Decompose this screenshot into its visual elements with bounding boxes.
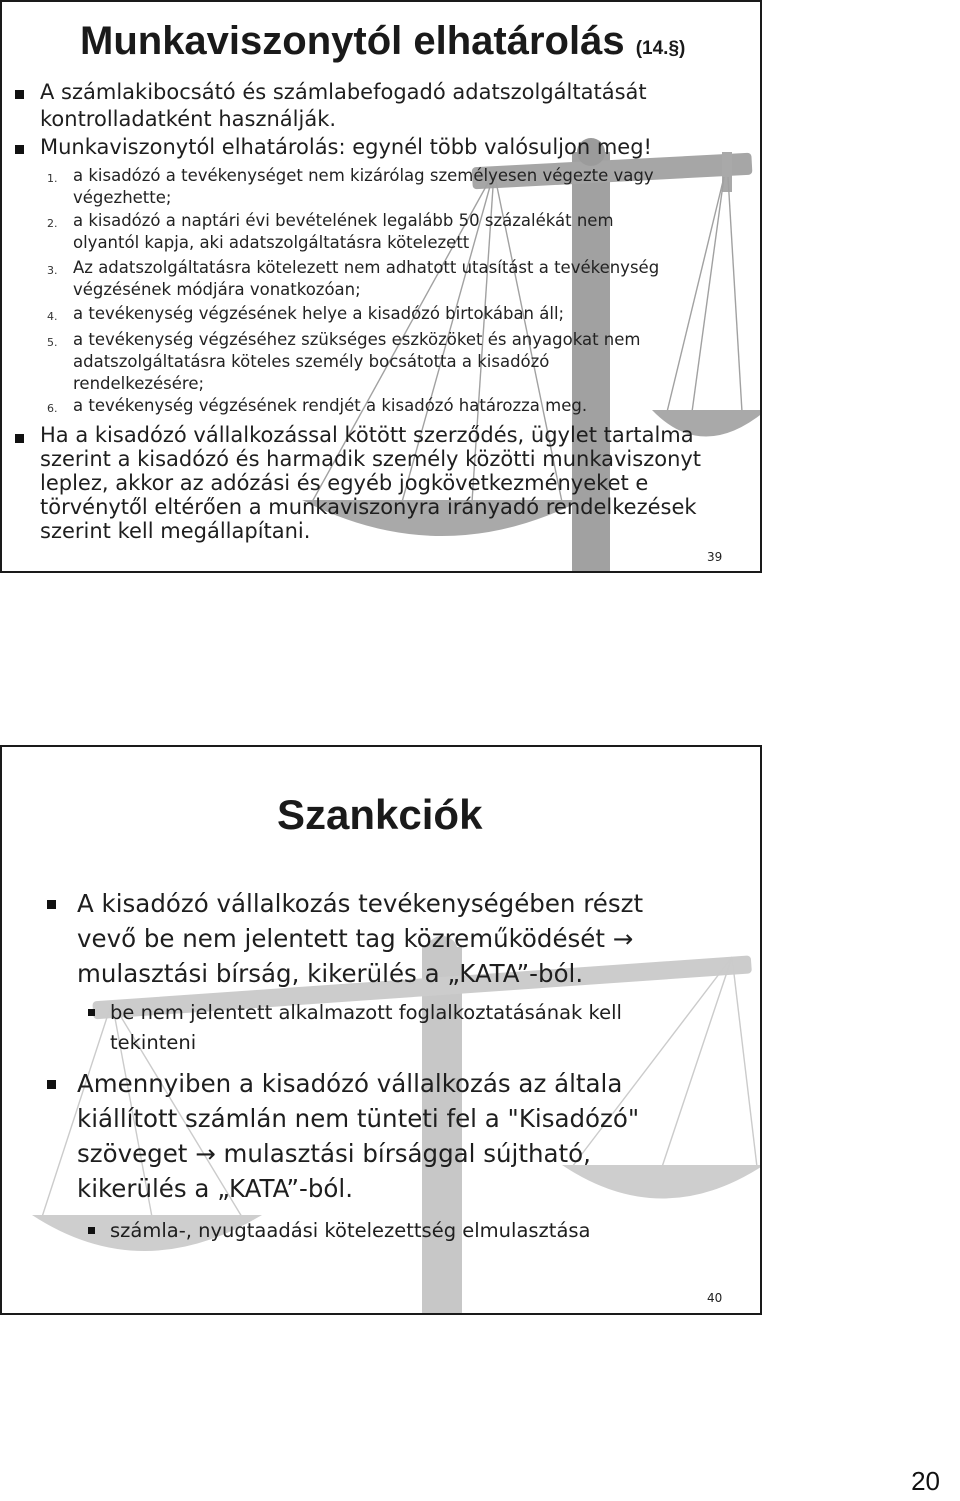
list-number: 5. xyxy=(47,336,58,349)
slide-40 xyxy=(0,745,762,1315)
sub-bullet-text: be nem jelentett alkalmazott foglalkoztatásának kell tekinteni xyxy=(110,1001,622,1054)
closing-paragraph: Ha a kisadózó vállalkozással kötött szerződés, ügylet tartalma szerint a kisadózó és harmadik személy közötti munkaviszonyt leplez, akkor az adózási és egyéb jogkövetkezményeket e törvénytől eltérően a munkaviszonyra irányadó rendelkezések szerint kell megállapítani. xyxy=(40,423,702,543)
square-bullet-icon xyxy=(15,145,24,154)
slide-title: Munkaviszonytól elhatárolás (14.§) xyxy=(80,19,686,63)
square-bullet-icon xyxy=(15,90,24,99)
bullet-text: Munkaviszonytól elhatárolás: egynél több valósuljon meg! xyxy=(40,135,652,159)
slide-title: Szankciók xyxy=(277,791,483,838)
list-item: a tevékenység végzésének helye a kisadózó birtokában áll; xyxy=(73,304,565,323)
square-bullet-icon xyxy=(15,434,24,443)
document-page-number: 20 xyxy=(911,1466,940,1496)
list-item: a kisadózó a naptári évi bevételének legalább 50 százalékát nem olyantól kapja, aki adatszolgáltatásra kötelezett xyxy=(73,211,614,252)
list-number: 3. xyxy=(47,264,58,277)
list-item: a kisadózó a tevékenységet nem kizárólag személyesen végezte vagy végezhette; xyxy=(73,166,654,207)
slide-page-number: 39 xyxy=(707,550,723,564)
square-bullet-icon xyxy=(47,900,56,909)
slide-page-number: 40 xyxy=(707,1291,723,1305)
list-item: Az adatszolgáltatásra kötelezett nem adhatott utasítást a tevékenység végzésének módjára vonatkozóan; xyxy=(73,258,660,299)
square-bullet-icon xyxy=(88,1227,95,1234)
sub-bullet-text: számla-, nyugtaadási kötelezettség elmulasztása xyxy=(110,1219,591,1242)
list-number: 4. xyxy=(47,310,58,323)
bullet-text: A számlakibocsátó és számlabefogadó adatszolgáltatását kontrolladatként használják. xyxy=(40,80,647,131)
bullet-text: A kisadózó vállalkozás tevékenységében részt vevő be nem jelentett tag közreműködését → mulasztási bírság, kikerülés a „KATA”-ból. xyxy=(77,889,644,988)
list-number: 6. xyxy=(47,402,58,415)
bullet-text: Amennyiben a kisadózó vállalkozás az általa kiállított számlán nem tünteti fel a "Kisadózó" szöveget → mulasztási bírsággal sújtható, kikerülés a „KATA”-ból. xyxy=(77,1069,640,1203)
slide-39 xyxy=(0,0,762,573)
list-item: a tevékenység végzéséhez szükséges eszközöket és anyagokat nem adatszolgáltatásra köteles személy bocsátotta a kisadózó rendelkezésére; xyxy=(73,330,641,393)
square-bullet-icon xyxy=(47,1080,56,1089)
list-item: a tevékenység végzésének rendjét a kisadózó határozza meg. xyxy=(73,396,588,415)
square-bullet-icon xyxy=(88,1009,95,1016)
list-number: 2. xyxy=(47,217,58,230)
list-number: 1. xyxy=(47,172,58,185)
